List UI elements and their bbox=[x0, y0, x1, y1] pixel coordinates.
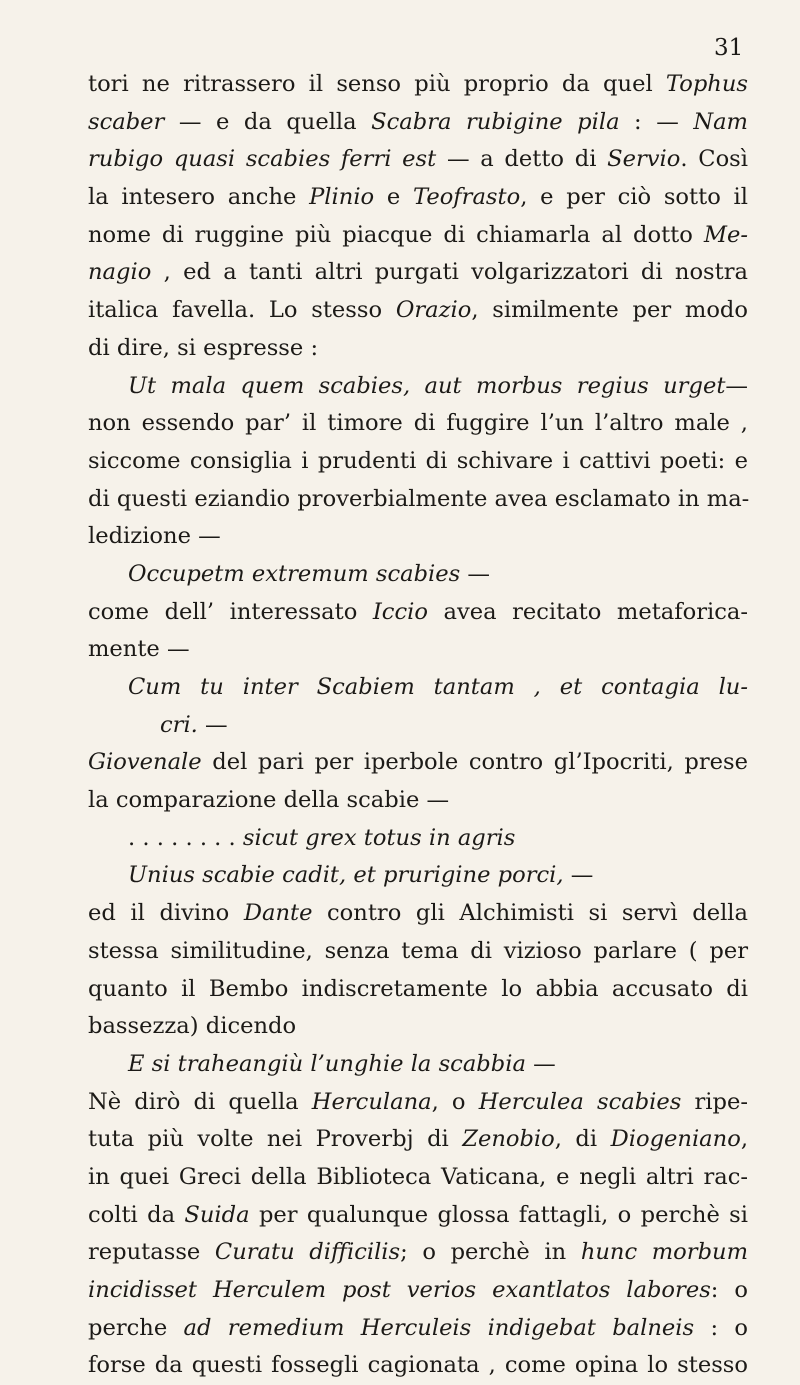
text-segment: — a detto di bbox=[436, 146, 608, 173]
text-line bbox=[88, 66, 748, 104]
italic-text: incidisset Herculem post verios exantlatos labores bbox=[88, 1277, 711, 1303]
text-segment: , e per ciò sotto il bbox=[520, 184, 748, 211]
italic-text: Zenobio bbox=[462, 1126, 555, 1153]
text-segment: la comparazione della scabie — bbox=[88, 787, 450, 814]
text-line bbox=[88, 971, 748, 1009]
text-line bbox=[88, 857, 748, 895]
text-segment: italica favella. Lo stesso bbox=[88, 297, 396, 324]
text-segment: — bbox=[525, 1050, 556, 1077]
text-line bbox=[88, 820, 748, 858]
text-segment: tori ne ritrassero il senso più proprio da quel bbox=[88, 71, 666, 97]
text-segment: come dell’ interessato bbox=[88, 598, 373, 625]
text-segment: ripe- bbox=[681, 1088, 748, 1115]
text-segment: : o bbox=[710, 1277, 748, 1303]
text-line bbox=[88, 594, 748, 632]
italic-text: Ut mala quem scabies, aut morbus regius urget bbox=[128, 372, 726, 399]
text-segment: la intesero anche bbox=[88, 184, 310, 211]
italic-text: sicut grex totus in agris bbox=[242, 824, 516, 851]
italic-text: Diogeniano bbox=[610, 1126, 741, 1153]
text-segment: perche bbox=[88, 1314, 184, 1341]
text-segment: ; o perchè in bbox=[400, 1239, 581, 1266]
text-line bbox=[88, 782, 748, 820]
italic-text: Curatu difficilis bbox=[214, 1239, 401, 1266]
italic-text: Tophus bbox=[665, 71, 748, 97]
text-line bbox=[88, 556, 748, 594]
text-line bbox=[88, 1008, 748, 1046]
text-segment: : — bbox=[619, 108, 694, 135]
italic-text: Me- bbox=[703, 221, 748, 248]
text-line bbox=[88, 1084, 748, 1122]
text-line bbox=[88, 292, 748, 330]
italic-text: Cum tu inter Scabiem tantam , et contagia lu- bbox=[128, 674, 748, 700]
text-line bbox=[88, 481, 748, 519]
text-line bbox=[88, 631, 748, 669]
text-line bbox=[88, 141, 748, 179]
text-line bbox=[88, 1234, 748, 1272]
text-segment: , di bbox=[554, 1126, 611, 1153]
italic-text: Nam bbox=[693, 108, 748, 135]
text-line bbox=[88, 443, 748, 481]
text-line bbox=[88, 895, 748, 933]
italic-text: rubigo quasi scabies ferri est bbox=[88, 146, 437, 173]
text-segment: , ed a tanti altri purgati volgarizzatori di nostra bbox=[151, 259, 748, 286]
italic-text: cri. bbox=[160, 711, 198, 738]
page-number: 31 bbox=[714, 35, 744, 61]
italic-text: nagio bbox=[88, 259, 152, 286]
text-segment: ledizione — bbox=[88, 523, 221, 550]
text-line bbox=[88, 669, 748, 707]
italic-text: Herculana bbox=[311, 1088, 432, 1115]
text-line bbox=[88, 707, 748, 745]
text-segment: , o bbox=[431, 1088, 479, 1115]
text-segment: colti da bbox=[88, 1201, 185, 1228]
italic-text: Suida bbox=[184, 1201, 250, 1228]
text-segment: . . . . . . . . bbox=[128, 824, 243, 851]
italic-text: Occupetm extremum scabies bbox=[128, 560, 461, 587]
text-segment: di dire, si espresse : bbox=[88, 334, 319, 361]
text-segment: tuta più volte nei Proverbj di bbox=[88, 1126, 463, 1153]
italic-text: ad remedium Herculeis indigebat balneis bbox=[183, 1314, 695, 1341]
text-line bbox=[88, 1159, 748, 1197]
text-line bbox=[88, 518, 748, 556]
text-segment: . Così bbox=[680, 146, 748, 173]
text-line bbox=[88, 933, 748, 971]
italic-text: Unius scabie cadit, et prurigine porci, bbox=[128, 862, 564, 889]
text-segment: — bbox=[197, 711, 228, 738]
italic-text: Herculea scabies bbox=[478, 1088, 682, 1115]
text-line bbox=[88, 330, 748, 368]
text-segment: di questi eziandio proverbialmente avea esclamato in ma- bbox=[88, 485, 750, 512]
text-segment: Nè dirò di quella bbox=[88, 1088, 312, 1115]
text-segment: e bbox=[374, 184, 414, 211]
text-line bbox=[88, 1197, 748, 1235]
text-segment: , bbox=[740, 1126, 748, 1153]
body-text bbox=[88, 66, 748, 1385]
italic-text: E si traheangiù l’unghie la scabbia bbox=[128, 1050, 526, 1077]
text-segment: bassezza) dicendo bbox=[88, 1013, 297, 1040]
text-line bbox=[88, 1121, 748, 1159]
italic-text: scaber bbox=[88, 108, 165, 135]
text-line bbox=[88, 179, 748, 217]
text-segment: contro gli Alchimisti si servì della bbox=[312, 900, 748, 927]
text-segment: nome di ruggine più piacque di chiamarla al dotto bbox=[88, 221, 704, 248]
text-segment: per qualunque glossa fattagli, o perchè si bbox=[249, 1201, 748, 1228]
text-segment: , similmente per modo bbox=[471, 297, 748, 324]
italic-text: Dante bbox=[243, 900, 313, 927]
text-segment: reputasse bbox=[88, 1239, 215, 1266]
text-segment: — bbox=[563, 862, 594, 889]
text-segment: in quei Greci della Biblioteca Vaticana, e negli altri rac- bbox=[88, 1163, 748, 1190]
text-line bbox=[88, 254, 748, 292]
text-segment: stessa similitudine, senza tema di vizioso parlare ( per bbox=[88, 937, 748, 964]
italic-text: Teofrasto bbox=[413, 184, 521, 211]
text-segment: non essendo par’ il timore di fuggire l’un l’altro male , bbox=[88, 410, 748, 437]
text-segment: — bbox=[460, 560, 491, 587]
text-line bbox=[88, 1347, 748, 1385]
text-line bbox=[88, 744, 748, 782]
text-segment: avea recitato metaforica- bbox=[427, 598, 748, 625]
text-segment: siccome consiglia i prudenti di schivare i cattivi poeti: e bbox=[88, 447, 748, 474]
italic-text: Giovenale bbox=[88, 749, 202, 776]
text-line bbox=[88, 368, 748, 406]
text-line bbox=[88, 405, 748, 443]
text-line bbox=[88, 104, 748, 142]
italic-text: Plinio bbox=[309, 184, 375, 211]
text-segment: forse da questi fossegli cagionata , come opina lo stesso bbox=[88, 1352, 748, 1379]
text-line bbox=[88, 1310, 748, 1348]
text-line bbox=[88, 217, 748, 255]
text-segment: : o bbox=[694, 1314, 748, 1341]
italic-text: Orazio bbox=[395, 297, 472, 324]
text-line bbox=[88, 1046, 748, 1084]
text-segment: mente — bbox=[88, 636, 190, 663]
italic-text: Iccio bbox=[372, 598, 428, 625]
text-segment: — bbox=[725, 372, 748, 399]
italic-text: Scabra rubigine pila bbox=[371, 108, 620, 135]
text-segment: quanto il Bembo indiscretamente lo abbia accusato di bbox=[88, 975, 748, 1002]
text-segment: del pari per iperbole contro gl’Ipocriti, prese bbox=[201, 749, 748, 776]
text-segment: — e da quella bbox=[164, 108, 372, 135]
italic-text: Servio bbox=[607, 146, 681, 173]
italic-text: hunc morbum bbox=[580, 1239, 749, 1266]
text-segment: ed il divino bbox=[88, 900, 244, 927]
text-line bbox=[88, 1272, 748, 1310]
